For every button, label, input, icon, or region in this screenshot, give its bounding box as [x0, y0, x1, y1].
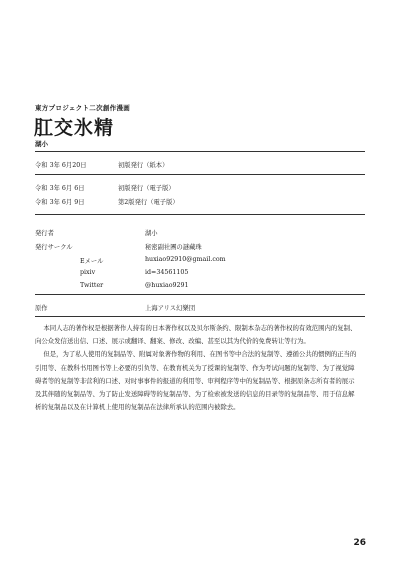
edition-label: 第2版発行（電子版）: [118, 199, 179, 206]
circle-key: 発行サークル: [35, 244, 73, 251]
publisher-value: 湖小: [145, 230, 158, 237]
series-label: 東方プロジェクト二次創作漫画: [35, 104, 131, 112]
email-key: Eメール: [80, 258, 104, 265]
divider-top: [35, 151, 365, 152]
divider-info: [35, 214, 365, 215]
divider-original: [35, 294, 365, 295]
author-name: 湖小: [35, 140, 48, 148]
edition-label: 初版発行（紙本）: [118, 162, 169, 169]
page-number: 26: [353, 538, 366, 548]
edition-digital-2: [35, 197, 179, 206]
original-key: 原作: [35, 305, 48, 312]
pixiv-value: id=34561105: [145, 269, 189, 276]
edition-date: 令和 3年 6月 9日: [35, 199, 85, 206]
email-value: huxiao92910@gmail.com: [145, 256, 226, 263]
divider-edition: [35, 174, 365, 175]
copyright-notice: [35, 322, 360, 414]
edition-print: [35, 160, 169, 169]
divider-body: [35, 316, 365, 317]
copyright-paragraph-2: 但是，为了私人使用的复制品等、附属对象著作物的利用、在图书等中合法的复制等、遵循公共的惯例的正当的引用等、在教科书用图书等上必要的引负等、在教育机关为了授课的复制等、作为考试问题的复制等、为了视觉障碍者等的复制等非营利的口述、对时事事件的报道的利用等、审判程序等中的复制品等、根据原条志所有者的展示及其伴随的复制品等、为了防止发送障碍等的复制品等、为了检索被发送的信息的目录等的复制品等、用于信息解析的复制品以及在计算机上使用的复制品在法律所承认的范围内被除去。: [35, 350, 357, 412]
edition-date: 令和 3年 6月20日: [35, 162, 87, 169]
book-title: 肛交氷精: [34, 117, 115, 139]
publisher-key: 発行者: [35, 230, 54, 237]
edition-label: 初版発行（電子版）: [118, 185, 175, 192]
original-value: 上海アリス幻樂団: [145, 305, 195, 312]
copyright-paragraph-1: 本同人志的著作权是根据著作人持有的日本著作权以及贝尔斯条约、限制本杂志的著作权的有效范围内的复制、向公众发信送出信、口述、展示或翻译、翻案、修改、改编、甚至以其为代价的免费转让等行为。: [35, 324, 357, 346]
twitter-key: Twitter: [80, 282, 104, 289]
edition-digital-1: [35, 183, 175, 192]
twitter-value: @huxiao9291: [145, 282, 189, 289]
circle-value: 秘密副社團の謎藏珠: [145, 244, 202, 251]
edition-date: 令和 3年 6月 6日: [35, 185, 85, 192]
pixiv-key: pixiv: [80, 269, 96, 276]
